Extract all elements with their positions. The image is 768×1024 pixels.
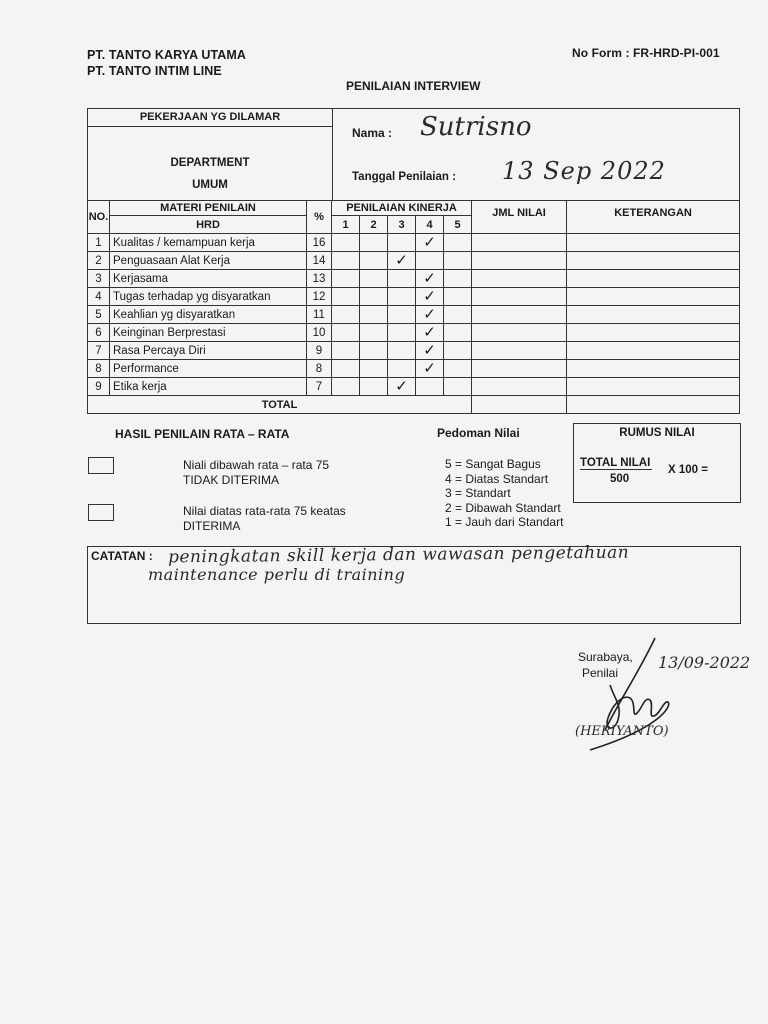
table-row	[88, 360, 740, 378]
score-cell-2[interactable]	[360, 252, 388, 270]
table-row	[88, 342, 740, 360]
pedoman-item: 2 = Dibawah Standart	[445, 500, 561, 515]
job-label: PEKERJAAN YG DILAMAR	[139, 111, 281, 123]
rumus-multiplier: X 100 =	[668, 464, 708, 476]
score-cell-5[interactable]	[444, 378, 472, 396]
score-cell-5[interactable]	[444, 252, 472, 270]
score-cell-3[interactable]	[388, 342, 416, 360]
diterima-checkbox[interactable]	[88, 504, 114, 521]
row-percent: 9	[307, 342, 332, 360]
table-row	[88, 324, 740, 342]
row-no: 1	[88, 234, 110, 252]
diterima-line2: DITERIMA	[183, 519, 241, 533]
row-no: 2	[88, 252, 110, 270]
rumus-box	[573, 423, 741, 503]
table-row	[88, 306, 740, 324]
score-cell-3[interactable]	[388, 306, 416, 324]
diterima-line1: Nilai diatas rata-rata 75 keatas	[183, 504, 346, 518]
row-no: 8	[88, 360, 110, 378]
score-cell-3[interactable]	[388, 234, 416, 252]
check-mark-icon: ✓	[423, 359, 436, 377]
total-keterangan-cell	[567, 396, 740, 414]
rumus-numerator: TOTAL NILAI	[580, 457, 651, 469]
company-name-1: PT. TANTO KARYA UTAMA	[87, 48, 247, 62]
row-item: Keahlian yg disyaratkan	[110, 306, 307, 324]
row-keterangan	[567, 288, 740, 306]
header-percent: %	[307, 201, 332, 234]
score-cell-2[interactable]	[360, 360, 388, 378]
score-cell-3[interactable]	[388, 270, 416, 288]
score-cell-4[interactable]	[416, 360, 444, 378]
table-row	[88, 234, 740, 252]
catatan-label: CATATAN :	[91, 549, 153, 563]
row-no: 7	[88, 342, 110, 360]
check-mark-icon: ✓	[423, 341, 436, 359]
table-row	[88, 252, 740, 270]
score-cell-4[interactable]	[416, 378, 444, 396]
row-keterangan	[567, 378, 740, 396]
score-cell-3[interactable]	[388, 378, 416, 396]
row-percent: 13	[307, 270, 332, 288]
score-cell-1[interactable]	[332, 252, 360, 270]
row-jml-nilai	[472, 324, 567, 342]
score-cell-3[interactable]	[388, 360, 416, 378]
row-no: 9	[88, 378, 110, 396]
header-kinerja: PENILAIAN KINERJA	[332, 201, 472, 216]
header-keterangan: KETERANGAN	[567, 201, 740, 234]
score-cell-1[interactable]	[332, 342, 360, 360]
date-value: 13 Sep 2022	[502, 157, 666, 185]
row-item: Performance	[110, 360, 307, 378]
company-name-2: PT. TANTO INTIM LINE	[87, 64, 222, 78]
scale-1: 1	[332, 216, 360, 234]
row-item: Penguasaan Alat Kerja	[110, 252, 307, 270]
row-keterangan	[567, 306, 740, 324]
tidak-diterima-checkbox[interactable]	[88, 457, 114, 474]
check-mark-icon: ✓	[423, 269, 436, 287]
score-cell-2[interactable]	[360, 288, 388, 306]
score-cell-5[interactable]	[444, 288, 472, 306]
header-jml-nilai: JML NILAI	[472, 201, 567, 234]
check-mark-icon: ✓	[395, 377, 408, 395]
score-cell-4[interactable]	[416, 306, 444, 324]
top-divider	[332, 108, 333, 200]
row-keterangan	[567, 342, 740, 360]
score-cell-2[interactable]	[360, 342, 388, 360]
row-no: 5	[88, 306, 110, 324]
signature-role: Penilai	[582, 666, 619, 680]
header-no: NO.	[88, 201, 110, 234]
score-cell-1[interactable]	[332, 288, 360, 306]
form-number: No Form : FR-HRD-PI-001	[572, 46, 720, 60]
check-mark-icon: ✓	[395, 251, 408, 269]
department-value: UMUM	[192, 179, 228, 191]
score-cell-4[interactable]	[416, 270, 444, 288]
row-item: Kerjasama	[110, 270, 307, 288]
row-jml-nilai	[472, 306, 567, 324]
row-item: Tugas terhadap yg disyaratkan	[110, 288, 307, 306]
scale-5: 5	[444, 216, 472, 234]
rumus-title: RUMUS NILAI	[619, 427, 695, 439]
pedoman-title: Pedoman Nilai	[437, 426, 520, 440]
score-cell-4[interactable]	[416, 288, 444, 306]
row-keterangan	[567, 360, 740, 378]
row-percent: 7	[307, 378, 332, 396]
tidak-diterima-line2: TIDAK DITERIMA	[183, 473, 280, 487]
pedoman-item: 4 = Diatas Standart	[445, 471, 549, 486]
scale-3: 3	[388, 216, 416, 234]
tidak-diterima-line1: Niali dibawah rata – rata 75	[183, 458, 330, 472]
row-percent: 8	[307, 360, 332, 378]
score-cell-5[interactable]	[444, 360, 472, 378]
result-title: HASIL PENILAIN RATA – RATA	[115, 427, 290, 441]
row-item: Rasa Percaya Diri	[110, 342, 307, 360]
row-jml-nilai	[472, 342, 567, 360]
table-row	[88, 288, 740, 306]
pedoman-list	[445, 457, 563, 530]
score-cell-3[interactable]	[388, 324, 416, 342]
score-cell-2[interactable]	[360, 270, 388, 288]
score-cell-2[interactable]	[360, 324, 388, 342]
form-title: PENILAIAN INTERVIEW	[346, 79, 481, 93]
score-cell-5[interactable]	[444, 234, 472, 252]
score-cell-1[interactable]	[332, 234, 360, 252]
check-mark-icon: ✓	[423, 323, 436, 341]
total-label: TOTAL	[88, 396, 472, 414]
rumus-denominator: 500	[610, 473, 630, 485]
score-cell-2[interactable]	[360, 378, 388, 396]
department-label: DEPARTMENT	[170, 157, 250, 169]
signature-city: Surabaya,	[578, 650, 633, 664]
pedoman-item: 5 = Sangat Bagus	[445, 457, 541, 471]
catatan-box	[87, 542, 741, 624]
score-cell-4[interactable]	[416, 234, 444, 252]
header-hrd: HRD	[110, 216, 307, 234]
row-no: 4	[88, 288, 110, 306]
row-keterangan	[567, 252, 740, 270]
row-no: 6	[88, 324, 110, 342]
score-cell-5[interactable]	[444, 306, 472, 324]
score-cell-4[interactable]	[416, 324, 444, 342]
score-cell-4[interactable]	[416, 252, 444, 270]
date-label: Tanggal Penilaian :	[352, 171, 456, 183]
total-jml-cell	[472, 396, 567, 414]
row-item: Kualitas / kemampuan kerja	[110, 234, 307, 252]
scale-2: 2	[360, 216, 388, 234]
row-jml-nilai	[472, 234, 567, 252]
row-item: Keinginan Berprestasi	[110, 324, 307, 342]
pedoman-item: 1 = Jauh dari Standart	[445, 515, 564, 530]
row-jml-nilai	[472, 252, 567, 270]
job-divider	[88, 126, 332, 127]
score-cell-2[interactable]	[360, 306, 388, 324]
score-cell-1[interactable]	[332, 324, 360, 342]
score-cell-1[interactable]	[332, 306, 360, 324]
score-cell-5[interactable]	[444, 270, 472, 288]
check-mark-icon: ✓	[423, 233, 436, 251]
row-keterangan	[567, 270, 740, 288]
row-jml-nilai	[472, 270, 567, 288]
catatan-line2: maintenance perlu di training	[148, 565, 406, 584]
score-cell-1[interactable]	[332, 378, 360, 396]
check-mark-icon: ✓	[423, 305, 436, 323]
row-jml-nilai	[472, 378, 567, 396]
row-percent: 12	[307, 288, 332, 306]
row-jml-nilai	[472, 360, 567, 378]
signature-date: 13/09-2022	[658, 653, 751, 672]
row-percent: 10	[307, 324, 332, 342]
signature-name: (HERIYANTO)	[575, 724, 669, 739]
check-mark-icon: ✓	[423, 287, 436, 305]
score-cell-5[interactable]	[444, 342, 472, 360]
score-cell-2[interactable]	[360, 234, 388, 252]
pedoman-item: 3 = Standart	[445, 486, 511, 501]
row-percent: 14	[307, 252, 332, 270]
score-cell-4[interactable]	[416, 342, 444, 360]
row-percent: 16	[307, 234, 332, 252]
table-row	[88, 270, 740, 288]
signature-scribble	[560, 630, 720, 760]
score-cell-1[interactable]	[332, 360, 360, 378]
score-cell-5[interactable]	[444, 324, 472, 342]
table-row	[88, 378, 740, 396]
row-no: 3	[88, 270, 110, 288]
name-label: Nama :	[352, 126, 393, 140]
assessment-table	[87, 200, 740, 414]
score-cell-1[interactable]	[332, 270, 360, 288]
header-materi: MATERI PENILAIN	[110, 201, 307, 216]
row-keterangan	[567, 234, 740, 252]
score-cell-3[interactable]	[388, 288, 416, 306]
scale-4: 4	[416, 216, 444, 234]
row-keterangan	[567, 324, 740, 342]
catatan-line1: peningkatan skill kerja dan wawasan pengetahuan	[167, 542, 630, 568]
score-cell-3[interactable]	[388, 252, 416, 270]
row-jml-nilai	[472, 288, 567, 306]
name-value: Sutrisno	[420, 112, 532, 142]
row-percent: 11	[307, 306, 332, 324]
row-item: Etika kerja	[110, 378, 307, 396]
